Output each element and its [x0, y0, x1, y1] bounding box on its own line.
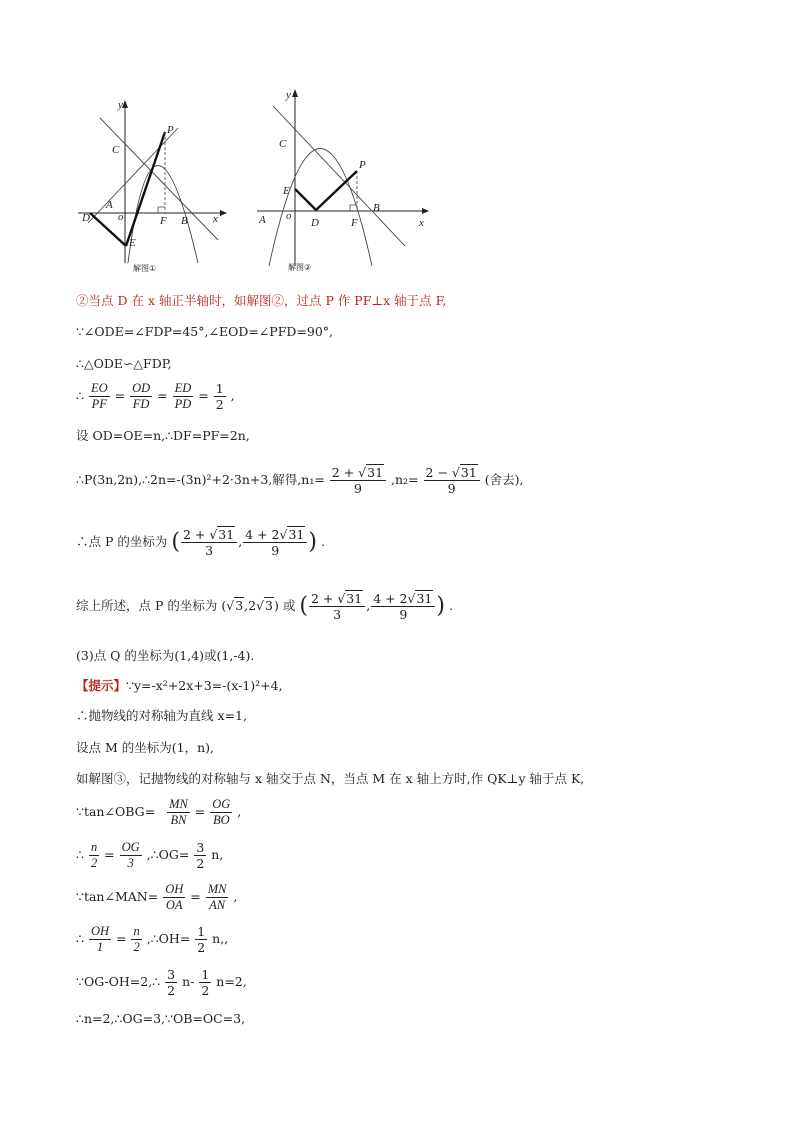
og-suffix: n,	[211, 847, 224, 862]
fraction-py-2: $\frac{4 + 2√31}{9}$	[371, 591, 435, 622]
fraction-og-bo: $\frac{OG}{BO}$	[212, 797, 231, 827]
comma: ,	[237, 804, 242, 819]
equals-sign: =	[190, 889, 201, 904]
fraction-py: $\frac{4 + 2√31}{9}$	[243, 527, 307, 558]
label-P: P	[167, 124, 174, 136]
line-tan-obg	[76, 797, 241, 828]
equals-sign: =	[157, 388, 168, 403]
line-summary: 综上所述，点 P 的坐标为 (√3,2√3) 或 ( $\frac{2 + √31}{3}$ , $\frac{4 + 2√31}{9}$ ) .	[76, 591, 453, 622]
line-fig3: 如解图③，记抛物线的对称轴与 x 轴交于点 N，当点 M 在 x 轴上方时,作 QK⊥y 轴于点 K,	[76, 771, 585, 786]
period: .	[448, 598, 453, 613]
therefore-symbol: ∴	[76, 847, 84, 862]
therefore-symbol: ∴	[76, 931, 84, 946]
or-word: 或	[282, 598, 296, 613]
fraction-mn-bn: $\frac{MN}{BN}$	[169, 797, 188, 827]
og-oh-prefix: ∵OG-OH=2,∴	[76, 974, 161, 989]
oh-suffix: n,,	[212, 931, 229, 946]
figure-1	[78, 98, 228, 278]
label-A: A	[259, 214, 266, 226]
label-B: B	[181, 215, 188, 227]
summary-prefix: 综上所述，点 P 的坐标为	[76, 598, 218, 613]
figure-2-graph	[255, 86, 435, 278]
label-y: y	[286, 89, 291, 101]
tan-obg-prefix: ∵tan∠OBG=	[76, 804, 156, 819]
fraction-oh-1: $\frac{OH}{1}$	[90, 924, 109, 954]
label-A: A	[106, 199, 113, 211]
fraction-one-half: $\frac{1}{2}$	[215, 381, 224, 412]
fraction-eo-pf: $\frac{EO}{PF}$	[90, 381, 108, 411]
label-F: F	[160, 215, 167, 227]
label-E: E	[129, 237, 136, 249]
line-og	[76, 840, 223, 871]
line-part3: (3)点 Q 的坐标为(1,4)或(1,-4).	[76, 648, 255, 663]
fraction-three-halves: $\frac{3}{2}$	[196, 840, 205, 871]
figure-1-caption: 解图①	[133, 264, 157, 273]
line-ratio	[76, 381, 235, 412]
solve-prefix: ∴P(3n,2n),∴2n=-(3n)²+2·3n+3,解得,n₁=	[76, 472, 325, 487]
fraction-px: $\frac{2 + √31}{3}$	[181, 527, 237, 558]
og-oh-mid: n-	[182, 974, 195, 989]
fraction-od-fd: $\frac{OD}{FD}$	[132, 381, 151, 411]
p-coord-prefix: ∴点 P 的坐标为	[76, 534, 168, 549]
og-oh-suffix: n=2,	[216, 974, 247, 989]
equals-sign: =	[115, 931, 127, 946]
tip-label: 【提示】	[76, 678, 127, 693]
line-angles: ∵∠ODE=∠FDP=45°,∠EOD=∠PFD=90°,	[76, 324, 334, 339]
line-m-coord: 设点 M 的坐标为(1，n),	[76, 740, 214, 755]
fraction-n-2b: $\frac{n}{2}$	[133, 924, 140, 954]
figure-2-caption: 解图②	[288, 263, 312, 272]
line-axis: ∴抛物线的对称轴为直线 x=1,	[76, 708, 247, 723]
tip-equation: ∵y=-x²+2x+3=-(x-1)²+4,	[126, 678, 283, 693]
solve-suffix: (舍去),	[484, 472, 524, 487]
comma: ,	[230, 388, 235, 403]
label-D: D	[82, 212, 90, 224]
label-o: o	[286, 210, 292, 222]
label-C: C	[112, 144, 120, 156]
line-p-coord: ∴点 P 的坐标为 ( $\frac{2 + √31}{3}$ , $\frac{4 + 2√31}{9}$ ) .	[76, 527, 325, 558]
label-x: x	[419, 217, 424, 229]
fraction-half-b: $\frac{1}{2}$	[201, 967, 210, 998]
comma: ,	[233, 889, 238, 904]
line-tip	[76, 678, 283, 694]
label-D: D	[311, 217, 319, 229]
label-E: E	[283, 185, 290, 197]
label-B: B	[373, 202, 380, 214]
fraction-px-2: $\frac{2 + √31}{3}$	[309, 591, 365, 622]
line-similar: ∴△ODE∽△FDP,	[76, 356, 172, 371]
fraction-og-3: $\frac{OG}{3}$	[121, 840, 140, 870]
equals-sign: =	[104, 847, 115, 862]
label-x: x	[213, 213, 218, 225]
line-oh	[76, 924, 228, 955]
line-og-oh	[76, 967, 247, 998]
fraction-half: $\frac{1}{2}$	[197, 924, 206, 955]
label-P: P	[359, 159, 366, 171]
label-F: F	[351, 217, 358, 229]
fraction-mn-an: $\frac{MN}{AN}$	[207, 882, 227, 912]
figure-1-graph	[78, 98, 228, 278]
label-o: o	[118, 211, 124, 223]
fraction-three-halves-b: $\frac{3}{2}$	[167, 967, 176, 998]
fraction-n-2: $\frac{n}{2}$	[90, 840, 98, 870]
fraction-n1: $\frac{2 + √31}{9}$	[330, 465, 386, 496]
line-solve	[76, 465, 524, 496]
label-C: C	[279, 138, 287, 150]
label-y: y	[118, 99, 123, 111]
oh-mid: ,∴OH=	[146, 931, 191, 946]
fraction-oh-oa: $\frac{OH}{OA}$	[165, 882, 184, 912]
equals-sign: =	[194, 804, 206, 819]
solve-mid: ,n₂=	[391, 472, 419, 487]
therefore-symbol: ∴	[76, 388, 84, 403]
line-case-2: ②当点 D 在 x 轴正半轴时，如解图②，过点 P 作 PF⊥x 轴于点 F,	[76, 293, 447, 308]
figure-2	[255, 86, 435, 278]
line-let-n: 设 OD=OE=n,∴DF=PF=2n,	[76, 428, 250, 443]
og-mid: ,∴OG=	[146, 847, 190, 862]
fraction-n2: $\frac{2 - √31}{9}$	[424, 465, 480, 496]
line-n-equals: ∴n=2,∴OG=3,∵OB=OC=3,	[76, 1011, 246, 1026]
equals-sign: =	[114, 388, 126, 403]
tan-man-prefix: ∵tan∠MAN=	[76, 889, 159, 904]
fraction-ed-pd: $\frac{ED}{PD}$	[174, 381, 192, 411]
equals-sign: =	[198, 388, 209, 403]
period: .	[320, 534, 325, 549]
line-tan-man	[76, 882, 237, 913]
